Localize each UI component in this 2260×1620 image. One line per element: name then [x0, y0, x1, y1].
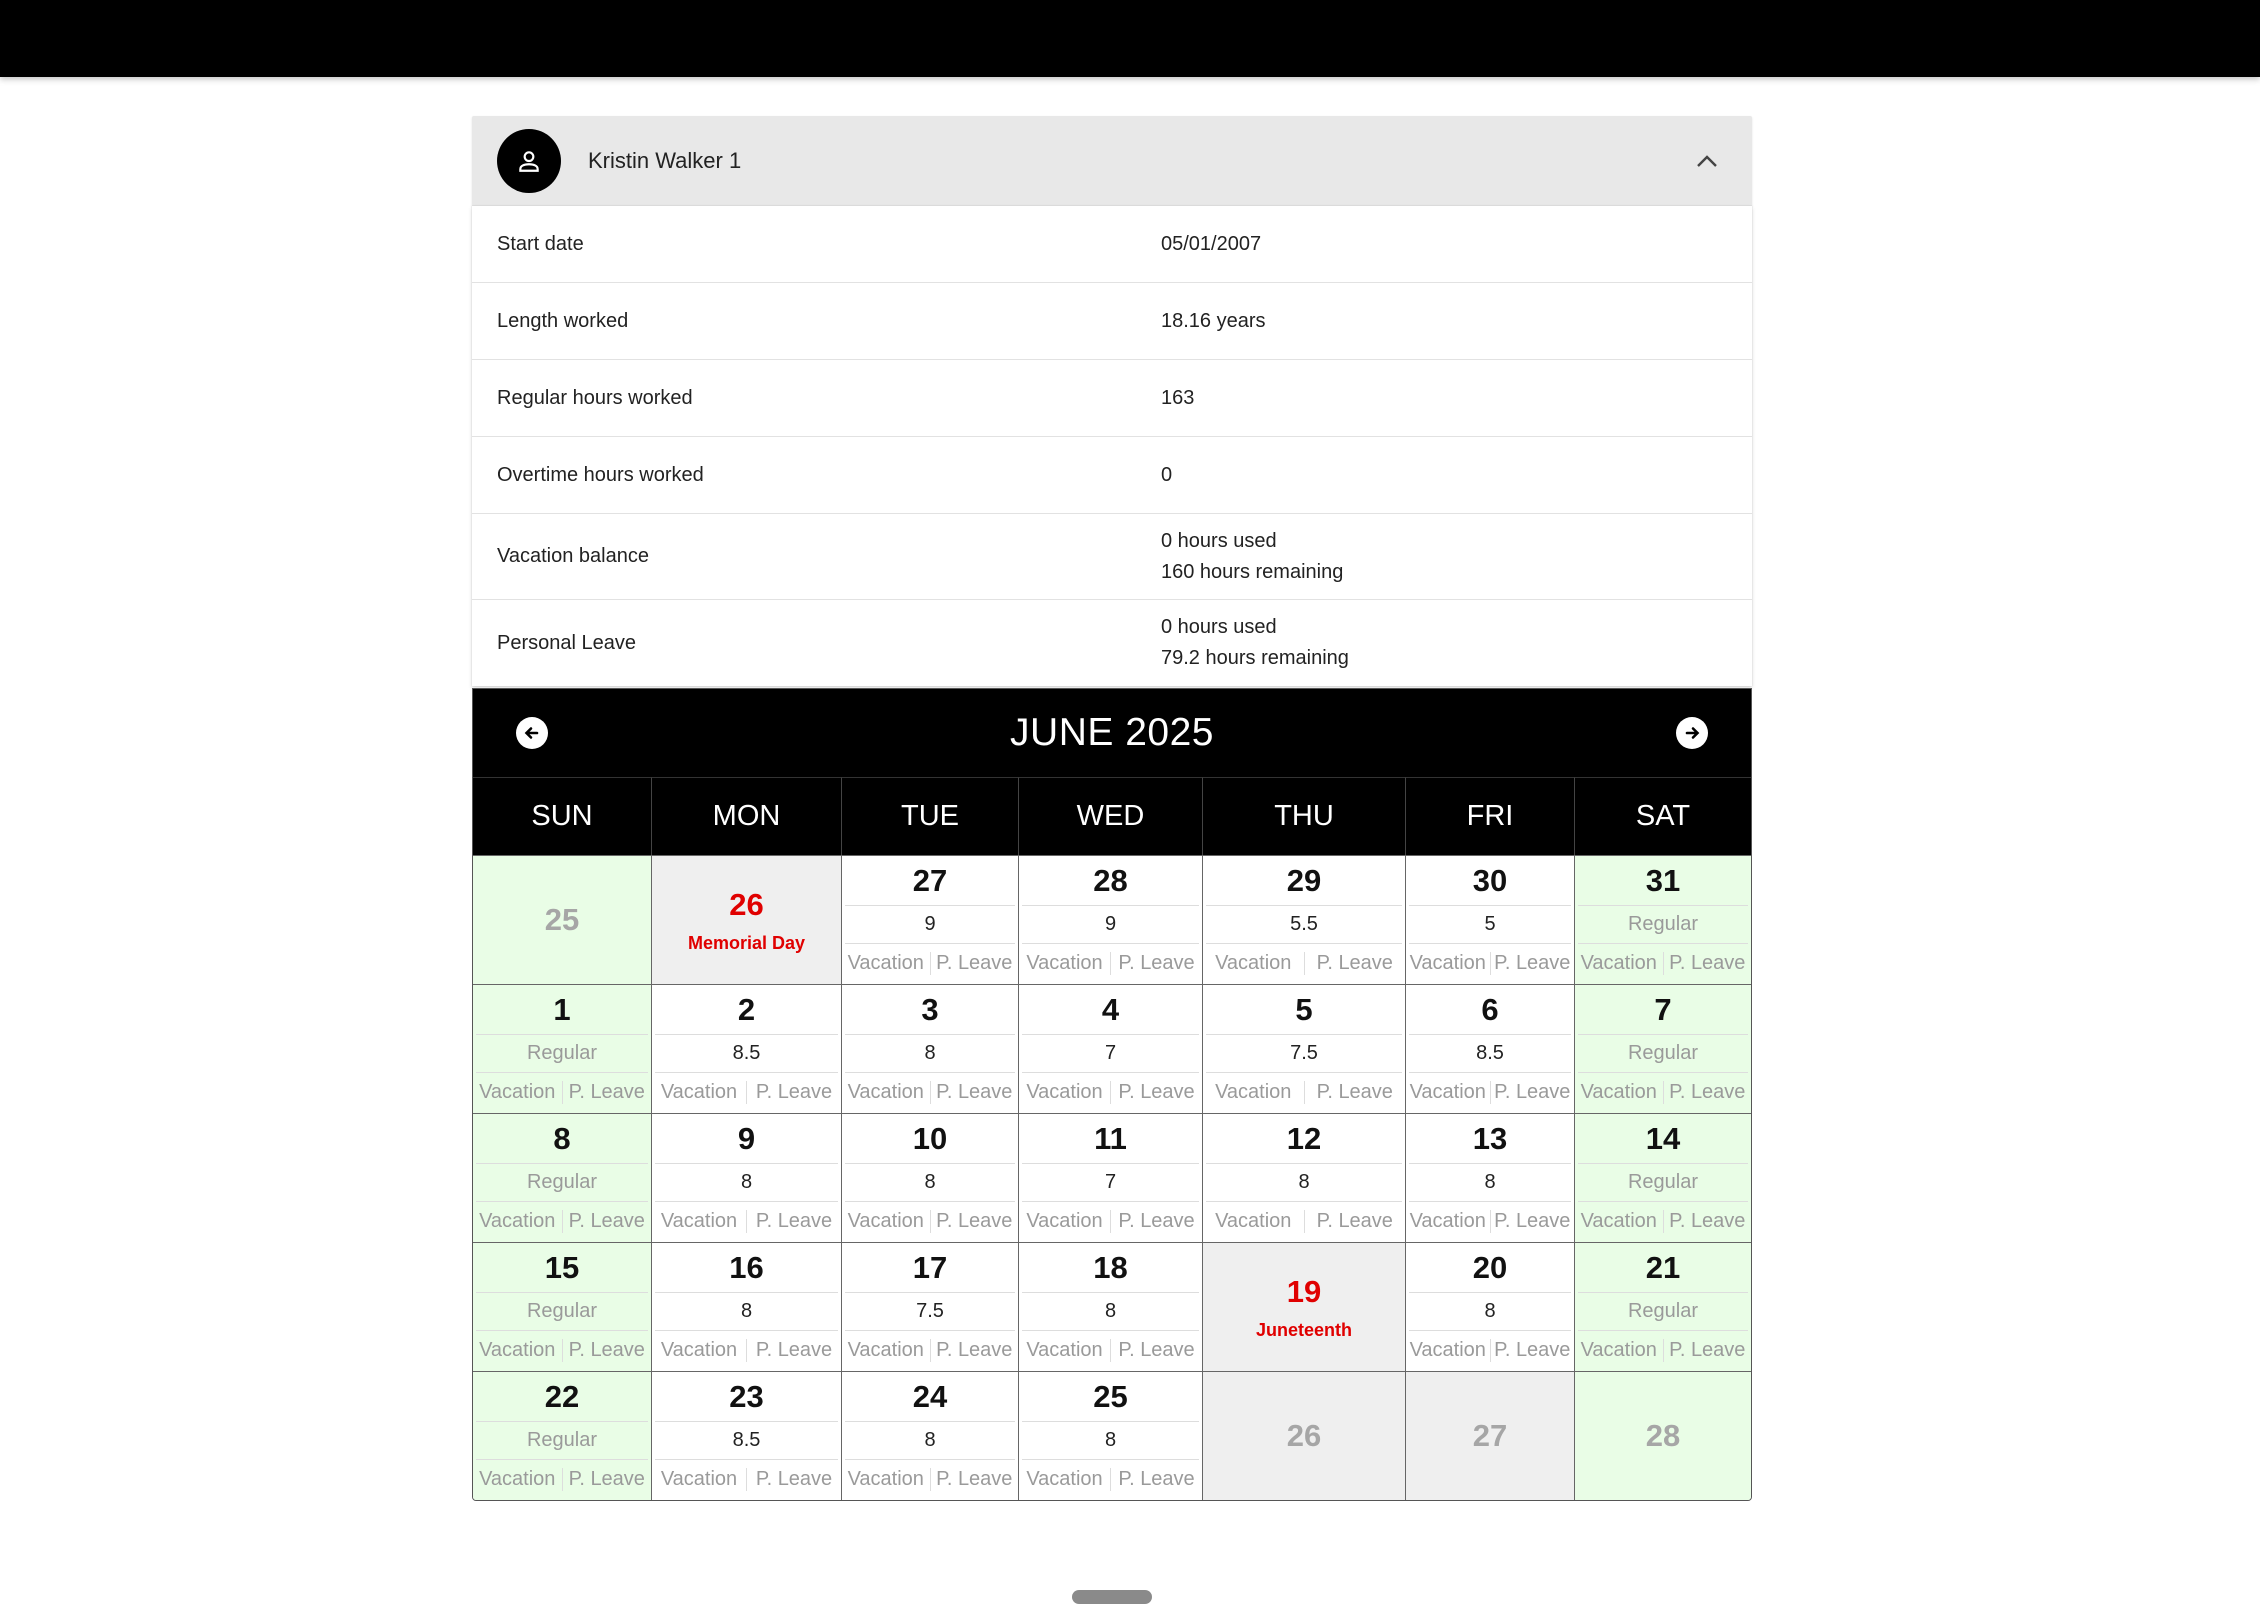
- day-number: 8: [553, 1120, 571, 1156]
- day-number: 1: [553, 991, 571, 1027]
- outside-month-day-number: 25: [544, 902, 580, 937]
- leave-fields: [1575, 944, 1751, 983]
- leave-fields: [1575, 1073, 1751, 1112]
- day-number: 25: [1093, 1378, 1128, 1414]
- personal-leave-field[interactable]: P. Leave: [1316, 952, 1393, 974]
- personal-leave-field[interactable]: P. Leave: [936, 1210, 1013, 1232]
- vacation-field[interactable]: Vacation: [1019, 1210, 1111, 1233]
- personal-leave-field[interactable]: P. Leave: [755, 1210, 833, 1232]
- regular-hours-field[interactable]: 8: [1409, 1292, 1571, 1331]
- detail-label: Start date: [497, 232, 584, 255]
- detail-value: 163: [1161, 386, 1195, 409]
- regular-hours-field[interactable]: 8.5: [1409, 1034, 1571, 1073]
- day-number: 28: [1093, 862, 1128, 898]
- personal-leave-field[interactable]: P. Leave: [1494, 952, 1571, 974]
- personal-leave-field[interactable]: P. Leave: [755, 1468, 833, 1490]
- leave-fields: [842, 1202, 1018, 1241]
- regular-hours-field[interactable]: Regular: [476, 1163, 648, 1202]
- calendar-day-cell[interactable]: [842, 1242, 1019, 1371]
- calendar-day-cell[interactable]: [842, 984, 1019, 1113]
- weekday-fri: FRI: [1406, 777, 1575, 855]
- calendar-day-cell[interactable]: [1203, 855, 1406, 984]
- regular-hours-field[interactable]: 7: [1022, 1034, 1199, 1073]
- detail-value: 05/01/2007: [1161, 232, 1262, 255]
- leave-fields: [842, 1073, 1018, 1112]
- chevron-up-icon: [1696, 154, 1718, 168]
- day-number: 12: [1286, 1120, 1322, 1156]
- vacation-field[interactable]: Vacation: [652, 1468, 747, 1491]
- day-number: 3: [921, 991, 939, 1027]
- regular-hours-field[interactable]: 8.5: [655, 1421, 838, 1460]
- next-month-button[interactable]: [1676, 717, 1708, 749]
- regular-hours-field[interactable]: 7: [1022, 1163, 1199, 1202]
- detail-row-length-worked: [472, 283, 1752, 360]
- vacation-field[interactable]: Vacation: [842, 952, 931, 975]
- calendar-day-cell[interactable]: [652, 855, 842, 984]
- outside-month-day-number: 28: [1645, 1418, 1681, 1453]
- vacation-field[interactable]: Vacation: [842, 1210, 931, 1233]
- calendar-day-cell[interactable]: [652, 1242, 842, 1371]
- calendar-day-cell[interactable]: [842, 1371, 1019, 1500]
- weekday-header-row: [473, 777, 1751, 855]
- leave-fields: [842, 1460, 1018, 1499]
- vacation-field[interactable]: Vacation: [473, 1339, 563, 1362]
- leave-fields: [652, 1073, 841, 1112]
- detail-row-vacation-balance: [472, 514, 1752, 600]
- day-number: 15: [544, 1249, 580, 1285]
- weekday-sat: SAT: [1575, 777, 1751, 855]
- day-number: 27: [912, 862, 948, 898]
- weekday-mon: MON: [652, 777, 842, 855]
- detail-row-start-date: [472, 206, 1752, 283]
- employee-name: Kristin Walker 1: [588, 148, 742, 173]
- calendar-day-cell[interactable]: [1203, 1242, 1406, 1371]
- employee-header[interactable]: [472, 116, 1752, 206]
- regular-hours-field[interactable]: 8: [655, 1163, 838, 1202]
- regular-hours-field[interactable]: Regular: [1578, 1163, 1748, 1202]
- calendar-month-title: JUNE 2025: [1010, 711, 1214, 754]
- calendar-day-cell[interactable]: [1575, 984, 1751, 1113]
- detail-row-overtime-hours: [472, 437, 1752, 514]
- weekday-wed: WED: [1019, 777, 1203, 855]
- day-number: 30: [1472, 862, 1508, 898]
- regular-hours-field[interactable]: Regular: [1578, 905, 1748, 944]
- calendar-day-cell[interactable]: [473, 1242, 652, 1371]
- regular-hours-field[interactable]: 7.5: [845, 1292, 1015, 1331]
- leave-fields: [1019, 1073, 1202, 1112]
- regular-hours-field[interactable]: Regular: [476, 1421, 648, 1460]
- calendar-day-cell[interactable]: [473, 1113, 652, 1242]
- regular-hours-field[interactable]: 8: [845, 1421, 1015, 1460]
- vacation-field[interactable]: Vacation: [1203, 1081, 1305, 1104]
- regular-hours-field[interactable]: Regular: [476, 1292, 648, 1331]
- vacation-field[interactable]: Vacation: [842, 1339, 931, 1362]
- day-number: 31: [1645, 862, 1681, 898]
- employee-details: [472, 206, 1752, 686]
- day-number: 14: [1645, 1120, 1681, 1156]
- leave-fields: [1406, 1073, 1574, 1112]
- holiday-day-number: 26: [729, 886, 764, 922]
- personal-leave-field[interactable]: P. Leave: [1494, 1210, 1571, 1232]
- personal-leave-field[interactable]: P. Leave: [568, 1468, 645, 1490]
- leave-fields: [1406, 944, 1574, 983]
- day-number: 17: [912, 1249, 948, 1285]
- calendar-day-cell[interactable]: [1019, 984, 1203, 1113]
- holiday-day-number: 19: [1286, 1273, 1322, 1309]
- calendar-day-cell[interactable]: [652, 1371, 842, 1500]
- calendar-day-cell[interactable]: [1203, 1371, 1406, 1500]
- calendar: [472, 688, 1752, 1501]
- calendar-grid: [473, 855, 1751, 1500]
- vacation-field[interactable]: Vacation: [473, 1468, 563, 1491]
- leave-fields: [1019, 944, 1202, 983]
- outside-month-day-number: 27: [1472, 1418, 1508, 1453]
- calendar-day-cell[interactable]: [1019, 1242, 1203, 1371]
- vacation-field[interactable]: Vacation: [1406, 952, 1491, 975]
- day-number: 7: [1654, 991, 1672, 1027]
- detail-row-regular-hours: [472, 360, 1752, 437]
- vacation-field[interactable]: Vacation: [652, 1210, 747, 1233]
- vacation-field[interactable]: Vacation: [1575, 952, 1664, 975]
- personal-leave-field[interactable]: P. Leave: [1316, 1210, 1393, 1232]
- personal-leave-field[interactable]: P. Leave: [936, 1339, 1013, 1361]
- vacation-field[interactable]: Vacation: [1019, 1339, 1111, 1362]
- day-number: 5: [1295, 991, 1313, 1027]
- calendar-day-cell[interactable]: [1406, 1371, 1575, 1500]
- day-number: 23: [729, 1378, 764, 1414]
- regular-hours-field[interactable]: 5.5: [1206, 905, 1402, 944]
- calendar-day-cell[interactable]: [1575, 855, 1751, 984]
- calendar-day-cell[interactable]: [1019, 1113, 1203, 1242]
- vacation-field[interactable]: Vacation: [652, 1081, 747, 1104]
- day-number: 24: [912, 1378, 948, 1414]
- outside-month-day-number: 26: [1286, 1418, 1322, 1453]
- leave-fields: [473, 1202, 651, 1241]
- arrow-right-icon: [1683, 724, 1701, 742]
- detail-value: 0: [1161, 463, 1173, 486]
- leave-fields: [473, 1460, 651, 1499]
- weekday-sun: SUN: [473, 777, 652, 855]
- collapse-toggle[interactable]: [1687, 141, 1727, 181]
- leave-fields: [1019, 1460, 1202, 1499]
- calendar-day-cell[interactable]: [1575, 1371, 1751, 1500]
- weekday-tue: TUE: [842, 777, 1019, 855]
- calendar-day-cell[interactable]: [842, 1113, 1019, 1242]
- personal-leave-field[interactable]: P. Leave: [936, 1468, 1013, 1490]
- regular-hours-field[interactable]: 5: [1409, 905, 1571, 944]
- personal-leave-field[interactable]: P. Leave: [1118, 1468, 1195, 1490]
- personal-leave-field[interactable]: P. Leave: [568, 1210, 645, 1232]
- vacation-field[interactable]: Vacation: [473, 1210, 563, 1233]
- personal-leave-field[interactable]: P. Leave: [936, 1081, 1013, 1103]
- calendar-day-cell[interactable]: [473, 855, 652, 984]
- vacation-field[interactable]: Vacation: [842, 1468, 931, 1491]
- day-number: 4: [1101, 991, 1120, 1027]
- leave-fields: [1019, 1331, 1202, 1370]
- detail-label: Length worked: [497, 309, 629, 332]
- personal-leave-field[interactable]: P. Leave: [1669, 1339, 1746, 1361]
- day-number: 21: [1645, 1249, 1681, 1285]
- day-number: 22: [544, 1378, 580, 1414]
- calendar-day-cell[interactable]: [1575, 1113, 1751, 1242]
- leave-fields: [652, 1202, 841, 1241]
- calendar-day-cell[interactable]: [1203, 984, 1406, 1113]
- calendar-day-cell[interactable]: [1406, 1242, 1575, 1371]
- personal-leave-field[interactable]: P. Leave: [1118, 1339, 1195, 1361]
- detail-value: 0 hours used 160 hours remaining: [1161, 529, 1344, 583]
- calendar-day-cell[interactable]: [473, 1371, 652, 1500]
- calendar-day-cell[interactable]: [842, 855, 1019, 984]
- detail-label: Overtime hours worked: [497, 463, 704, 486]
- day-number: 13: [1472, 1120, 1508, 1156]
- regular-hours-field[interactable]: 8: [655, 1292, 838, 1331]
- detail-label: Vacation balance: [497, 545, 649, 567]
- calendar-day-cell[interactable]: [473, 984, 652, 1113]
- detail-value: 18.16 years: [1161, 309, 1266, 332]
- calendar-day-cell[interactable]: [1019, 1371, 1203, 1500]
- calendar-day-cell[interactable]: [1406, 984, 1575, 1113]
- calendar-day-cell[interactable]: [1575, 1242, 1751, 1371]
- regular-hours-field[interactable]: 8: [845, 1034, 1015, 1073]
- calendar-day-cell[interactable]: [1406, 855, 1575, 984]
- regular-hours-field[interactable]: 8: [1022, 1292, 1199, 1331]
- regular-hours-field[interactable]: 7.5: [1206, 1034, 1402, 1073]
- arrow-left-icon: [523, 724, 541, 742]
- avatar: [497, 129, 561, 193]
- holiday-name: Juneteenth: [1255, 1319, 1352, 1340]
- person-icon: [516, 148, 542, 174]
- vacation-field[interactable]: Vacation: [1575, 1081, 1664, 1104]
- personal-leave-field[interactable]: P. Leave: [936, 952, 1013, 974]
- day-number: 20: [1472, 1249, 1508, 1285]
- holiday-content: [1203, 1243, 1405, 1371]
- vacation-field[interactable]: Vacation: [1575, 1210, 1664, 1233]
- vacation-field[interactable]: Vacation: [842, 1081, 931, 1104]
- day-number: 16: [729, 1249, 764, 1285]
- calendar-day-cell[interactable]: [652, 984, 842, 1113]
- personal-leave-field[interactable]: P. Leave: [1494, 1339, 1571, 1361]
- personal-leave-field[interactable]: P. Leave: [755, 1339, 833, 1361]
- personal-leave-field[interactable]: P. Leave: [568, 1339, 645, 1361]
- leave-fields: [1203, 944, 1405, 983]
- detail-row-personal-leave: [472, 600, 1752, 686]
- day-number: 10: [912, 1120, 948, 1156]
- leave-fields: [842, 1331, 1018, 1370]
- calendar-day-cell[interactable]: [1203, 1113, 1406, 1242]
- vacation-field[interactable]: Vacation: [1019, 1468, 1111, 1491]
- drag-handle[interactable]: [1072, 1590, 1152, 1604]
- personal-leave-field[interactable]: P. Leave: [1669, 1210, 1746, 1232]
- calendar-day-cell[interactable]: [652, 1113, 842, 1242]
- leave-fields: [1203, 1073, 1405, 1112]
- day-number: 11: [1094, 1120, 1127, 1156]
- leave-fields: [1406, 1331, 1574, 1370]
- leave-fields: [1203, 1202, 1405, 1241]
- day-number: 9: [737, 1120, 756, 1156]
- employee-panel: [472, 116, 1752, 1501]
- calendar-header: [473, 689, 1751, 777]
- personal-leave-field[interactable]: P. Leave: [1669, 952, 1746, 974]
- day-number: 18: [1093, 1249, 1128, 1285]
- regular-hours-field[interactable]: 9: [845, 905, 1015, 944]
- detail-value: 0 hours used 79.2 hours remaining: [1161, 616, 1349, 669]
- vacation-field[interactable]: Vacation: [1203, 952, 1305, 975]
- vacation-field[interactable]: Vacation: [473, 1081, 563, 1104]
- leave-fields: [473, 1073, 651, 1112]
- personal-leave-field[interactable]: P. Leave: [1118, 952, 1195, 974]
- vacation-field[interactable]: Vacation: [1406, 1210, 1491, 1233]
- personal-leave-field[interactable]: P. Leave: [755, 1081, 833, 1103]
- leave-fields: [1575, 1331, 1751, 1370]
- vacation-field[interactable]: Vacation: [652, 1339, 747, 1362]
- vacation-field[interactable]: Vacation: [1406, 1339, 1491, 1362]
- vacation-field[interactable]: Vacation: [1203, 1210, 1305, 1233]
- leave-fields: [842, 944, 1018, 983]
- day-number: 6: [1481, 991, 1499, 1027]
- personal-leave-field[interactable]: P. Leave: [1118, 1081, 1195, 1103]
- personal-leave-field[interactable]: P. Leave: [1316, 1081, 1393, 1103]
- calendar-day-cell[interactable]: [1406, 1113, 1575, 1242]
- calendar-day-cell[interactable]: [1019, 855, 1203, 984]
- personal-leave-field[interactable]: P. Leave: [1494, 1081, 1571, 1103]
- personal-leave-field[interactable]: P. Leave: [1118, 1210, 1195, 1232]
- vacation-field[interactable]: Vacation: [1019, 952, 1111, 975]
- top-app-bar: [0, 0, 2260, 77]
- vacation-field[interactable]: Vacation: [1019, 1081, 1111, 1104]
- leave-fields: [652, 1460, 841, 1499]
- regular-hours-field[interactable]: 8: [845, 1163, 1015, 1202]
- leave-fields: [1019, 1202, 1202, 1241]
- holiday-name: Memorial Day: [687, 932, 806, 953]
- regular-hours-field[interactable]: Regular: [1578, 1292, 1748, 1331]
- detail-label: Personal Leave: [497, 631, 636, 654]
- day-number: 29: [1286, 862, 1322, 898]
- regular-hours-field[interactable]: 8: [1022, 1421, 1199, 1460]
- leave-fields: [473, 1331, 651, 1370]
- vacation-field[interactable]: Vacation: [1575, 1339, 1664, 1362]
- leave-fields: [1575, 1202, 1751, 1241]
- leave-fields: [1406, 1202, 1574, 1241]
- detail-label: Regular hours worked: [497, 386, 693, 409]
- leave-fields: [652, 1331, 841, 1370]
- personal-leave-field[interactable]: P. Leave: [568, 1081, 645, 1103]
- prev-month-button[interactable]: [516, 717, 548, 749]
- regular-hours-field[interactable]: 8: [1409, 1163, 1571, 1202]
- regular-hours-field[interactable]: 9: [1022, 905, 1199, 944]
- weekday-thu: THU: [1203, 777, 1406, 855]
- holiday-content: [652, 856, 841, 984]
- regular-hours-field[interactable]: 8.5: [655, 1034, 838, 1073]
- day-number: 2: [737, 991, 756, 1027]
- regular-hours-field[interactable]: 8: [1206, 1163, 1402, 1202]
- personal-leave-field[interactable]: P. Leave: [1669, 1081, 1746, 1103]
- vacation-field[interactable]: Vacation: [1406, 1081, 1491, 1104]
- regular-hours-field[interactable]: Regular: [476, 1034, 648, 1073]
- regular-hours-field[interactable]: Regular: [1578, 1034, 1748, 1073]
